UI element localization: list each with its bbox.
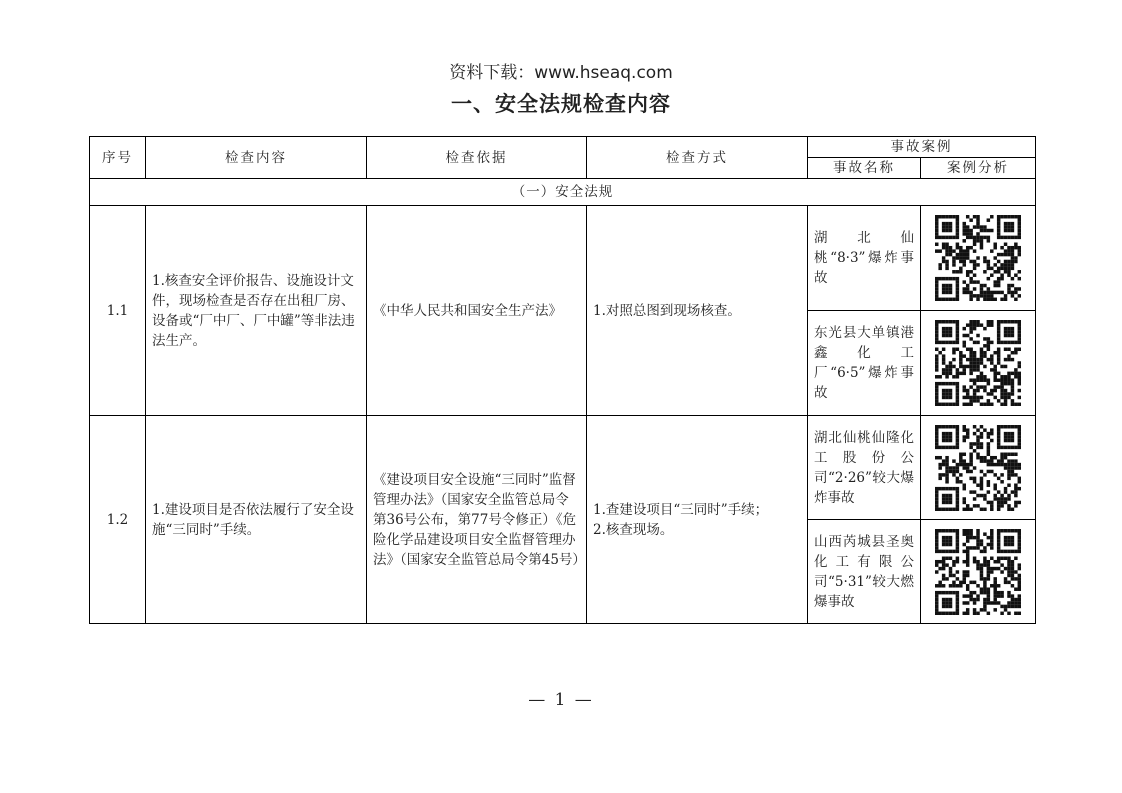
- check-basis: 《建设项目安全设施“三同时”监督管理办法》（国家安全监管总局令第36号公布，第77号令修正）《危险化学品建设项目安全监督管理办法》（国家安全监管总局令第45号）: [367, 416, 587, 624]
- case-analysis-cell[interactable]: [921, 206, 1036, 311]
- case-analysis-cell[interactable]: [921, 520, 1036, 624]
- case-analysis-cell[interactable]: [921, 311, 1036, 416]
- check-content: 1.核查安全评价报告、设施设计文件，现场检查是否存在出租厂房、设备或“厂中厂、厂中罐”等非法违法生产。: [146, 206, 367, 416]
- col-header-index: 序号: [90, 137, 146, 179]
- case-name: 东光县大单镇港鑫化工厂“6·5”爆炸事故: [808, 311, 921, 416]
- case-name: 山西芮城县圣奥化工有限公司“5·31”较大燃爆事故: [808, 520, 921, 624]
- qr-code-icon[interactable]: [935, 529, 1021, 615]
- row-index: 1.2: [90, 416, 146, 624]
- qr-code-icon[interactable]: [935, 320, 1021, 406]
- col-header-basis: 检查依据: [367, 137, 587, 179]
- check-method: 1.对照总图到现场核查。: [587, 206, 808, 416]
- method-line: 1.查建设项目“三同时”手续；: [593, 501, 769, 518]
- check-method: [587, 416, 808, 624]
- qr-code-icon[interactable]: [935, 215, 1021, 301]
- check-basis: 《中华人民共和国安全生产法》: [367, 206, 587, 416]
- case-analysis-cell[interactable]: [921, 416, 1036, 520]
- col-header-cases: 事故案例: [808, 137, 1036, 158]
- col-header-method: 检查方式: [587, 137, 808, 179]
- row-index: 1.1: [90, 206, 146, 416]
- inspection-table: [89, 136, 1036, 624]
- col-header-case-analysis: 案例分析: [921, 158, 1036, 179]
- col-header-content: 检查内容: [146, 137, 367, 179]
- page-number: — 1 —: [528, 690, 594, 710]
- case-name: 湖北仙桃仙隆化工股份公司“2·26”较大爆炸事故: [808, 416, 921, 520]
- section-header: （一）安全法规: [90, 179, 1036, 206]
- method-line: 2.核查现场。: [593, 521, 674, 538]
- col-header-case-name: 事故名称: [808, 158, 921, 179]
- check-content: 1.建设项目是否依法履行了安全设施“三同时”手续。: [146, 416, 367, 624]
- source-line: 资料下载：www.hseaq.com: [449, 63, 673, 83]
- case-name: 湖北仙桃“8·3”爆炸事故: [808, 206, 921, 311]
- qr-code-icon[interactable]: [935, 425, 1021, 511]
- page-title: 一、安全法规检查内容: [451, 92, 671, 116]
